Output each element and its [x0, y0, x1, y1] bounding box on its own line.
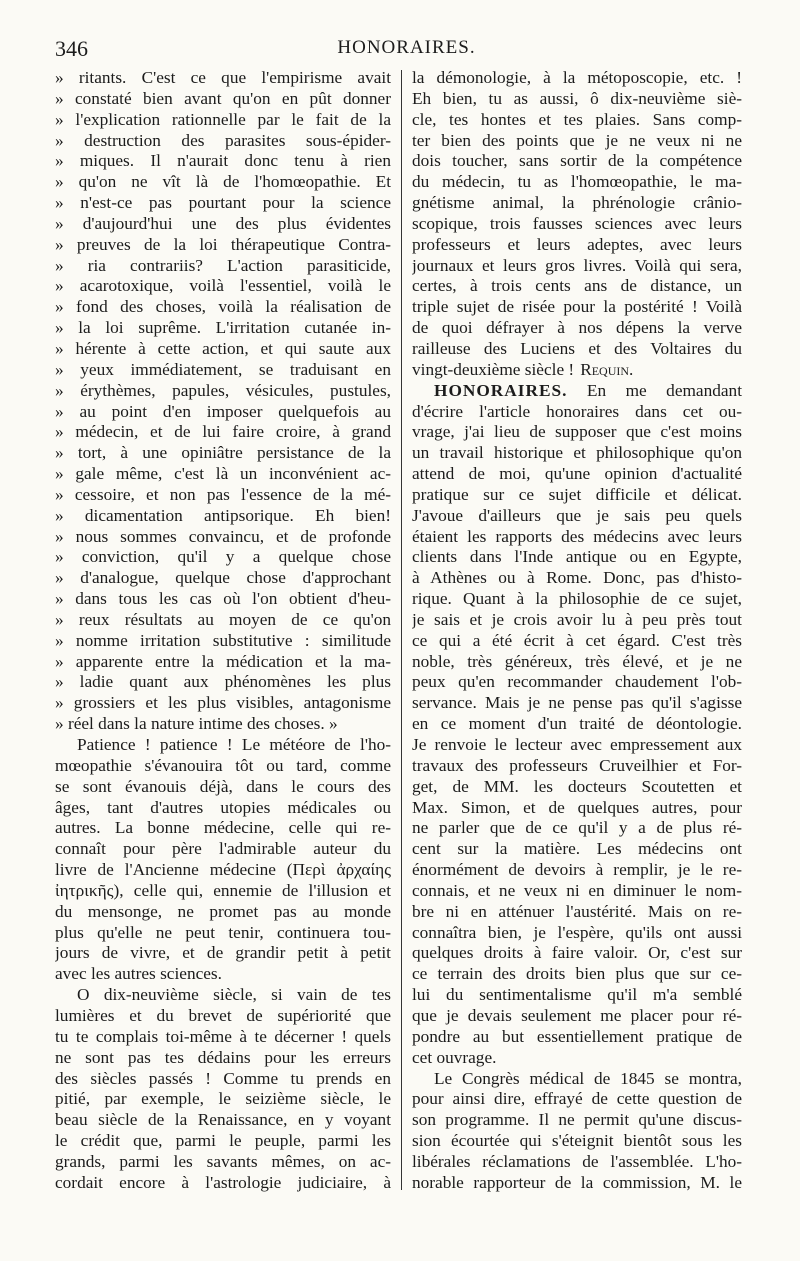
line-text: la démonologie, à la métoposcopie, etc. ! — [412, 68, 742, 87]
line-text: dois toucher, sans sortir de la compétence — [412, 151, 742, 171]
text-line — [55, 110, 391, 131]
line-text: lumières et du brevet de supériorité que — [55, 1005, 391, 1025]
text-line — [412, 1048, 742, 1069]
line-text: âges, tant d'autres utopies médicales ou — [55, 797, 391, 817]
text-line — [412, 527, 742, 548]
line-text: ce terrain des droits bien plus que sur ce- — [412, 964, 742, 984]
text-line — [412, 568, 742, 589]
text-line — [412, 151, 742, 172]
text-line — [55, 1048, 391, 1069]
text-line — [412, 464, 742, 485]
text-line — [55, 672, 391, 693]
line-text: noble, très généreux, très élevé, et je ne — [412, 651, 742, 671]
text-line — [55, 339, 391, 360]
line-text: » nous sommes convaincu, et de profonde — [55, 526, 391, 546]
line-text: vingt-deuxième siècle ! — [412, 359, 575, 379]
text-line — [412, 735, 742, 756]
text-line — [412, 1089, 742, 1110]
text-line — [412, 839, 742, 860]
text-line — [55, 902, 391, 923]
line-text: à Athènes ou à Rome. Donc, pas d'histo- — [412, 568, 742, 588]
column-divider — [401, 70, 402, 1190]
line-text: clients dans l'Inde antique ou en Egypte, — [412, 547, 742, 567]
text-line — [55, 1006, 391, 1027]
line-text: livre de l'Ancienne médecine (Περὶ ἀρχαίης — [55, 860, 391, 880]
text-line — [55, 214, 391, 235]
text-line — [412, 547, 742, 568]
text-line — [412, 610, 742, 631]
text-line — [55, 443, 391, 464]
text-line — [55, 589, 391, 610]
line-text: » cessoire, et non pas l'essence de la mé- — [55, 484, 391, 504]
line-text: » la loi suprême. L'irritation cutanée in- — [55, 318, 391, 338]
line-text: » dicamentation antipsorique. Eh bien! — [55, 505, 391, 525]
text-line — [55, 402, 391, 423]
line-text: » ladie quant aux phénomènes les plus — [55, 672, 391, 692]
line-text: cent sur la matière. Les médecins ont — [412, 839, 742, 859]
text-line — [55, 818, 391, 839]
text-line — [412, 714, 742, 735]
line-text: sion écourtée qui s'éteignit bientôt sous les — [412, 1131, 742, 1151]
line-text: » n'est-ce pas pourtant pour la science — [55, 193, 391, 213]
text-line — [412, 485, 742, 506]
line-text: vrage, j'ai lieu de supposer que c'est moins — [412, 422, 742, 442]
text-line — [55, 297, 391, 318]
text-line — [55, 1173, 391, 1194]
line-text: » nomme irritation substitutive : similitude — [55, 630, 391, 650]
line-text: » l'explication rationnelle par le fait de la — [55, 109, 391, 129]
text-line — [412, 1131, 742, 1152]
line-text: pratique sur ce sujet difficile et délicat. — [412, 484, 742, 504]
line-text: d'écrire l'article honoraires dans cet ou- — [412, 401, 742, 421]
text-line — [412, 1110, 742, 1131]
text-line — [55, 1110, 391, 1131]
line-text: des siècles passés ! Comme tu prends en — [55, 1068, 391, 1088]
text-line — [412, 943, 742, 964]
line-text: cordait encore à l'astrologie judiciaire, à — [55, 1172, 391, 1192]
text-line — [55, 798, 391, 819]
text-line — [412, 923, 742, 944]
page-number: 346 — [55, 36, 88, 61]
line-text: ce qui a été écrit à cet égard. C'est très — [412, 630, 742, 650]
entry-heading: HONORAIRES. — [434, 380, 568, 400]
line-text: journaux et leurs gros livres. Voilà qui sera, — [412, 255, 742, 275]
line-text: jours de vivre, et de grandir petit à petit — [55, 943, 391, 963]
text-line — [412, 798, 742, 819]
text-line — [55, 360, 391, 381]
text-line — [55, 735, 391, 756]
line-text: gnétisme animal, la phrénologie crânio- — [412, 193, 742, 213]
text-line — [412, 756, 742, 777]
text-line — [55, 1027, 391, 1048]
line-text: le crédit que, parmi le peuple, parmi les — [55, 1131, 391, 1151]
line-text: » réel dans la nature intime des choses. » — [55, 714, 338, 734]
line-text: » preuves de la loi thérapeutique Contra- — [55, 234, 391, 254]
line-text: étaient les rapports des médecins avec leurs — [412, 526, 742, 546]
text-line — [55, 131, 391, 152]
text-line — [412, 1069, 742, 1090]
text-line — [412, 985, 742, 1006]
line-text: » miques. Il n'aurait donc tenu à rien — [55, 151, 391, 171]
line-text: énormément de devoirs à remplir, je le re- — [412, 860, 742, 880]
line-text: de quoi défrayer à nos dépens la verve — [412, 318, 742, 338]
line-text: » dans tous les cas où l'on obtient d'heu- — [55, 589, 391, 609]
text-line — [412, 110, 742, 131]
line-text: se sont évanouis déjà, dans le cours des — [55, 776, 391, 796]
line-text: » d'analogue, quelque chose d'approchant — [55, 568, 391, 588]
line-text: connais, et ne veux ni en diminuer le nom- — [412, 880, 742, 900]
text-line — [412, 672, 742, 693]
line-text: connaît pour père l'admirable auteur du — [55, 839, 391, 859]
line-text: servance. Mais je ne pense pas qu'il s'agisse — [412, 693, 742, 713]
text-line — [412, 193, 742, 214]
line-text: norable rapporteur de la commission, M. le — [412, 1172, 742, 1192]
text-line — [412, 276, 742, 297]
text-line — [55, 568, 391, 589]
text-line — [55, 652, 391, 673]
line-text: » hérente à cette action, et qui saute aux — [55, 338, 391, 358]
text-line — [412, 402, 742, 423]
running-title: HONORAIRES. — [337, 37, 476, 58]
line-text: mœopathie s'évanouira tôt ou tard, comme — [55, 755, 391, 775]
line-text: rique. Quant à la philosophie de ce sujet, — [412, 589, 742, 609]
line-text: je sais et je crois avoir lu à peu près tout — [412, 609, 742, 629]
right-column — [412, 68, 742, 1194]
line-text: » yeux immédiatement, se traduisant en — [55, 359, 391, 379]
text-line — [55, 860, 391, 881]
line-text: connaîtra bien, je l'espère, qu'ils ont aussi — [412, 922, 742, 942]
line-text: beau siècle de la Renaissance, en y voyant — [55, 1110, 391, 1130]
text-line — [55, 610, 391, 631]
text-line — [55, 1152, 391, 1173]
text-line — [412, 589, 742, 610]
line-text: » acarotoxique, voilà l'essentiel, voilà le — [55, 276, 391, 296]
line-text: libérales réclamations de l'assemblée. L'ho- — [412, 1151, 742, 1171]
text-line — [412, 68, 742, 89]
text-line — [55, 464, 391, 485]
line-text: » qu'on ne vît là de l'homœopathie. Et — [55, 172, 391, 192]
line-text: cle, tes hontes et tes plaies. Sans comp- — [412, 109, 742, 129]
line-text: un travail historique et philosophique qu'on — [412, 443, 742, 463]
text-line — [55, 923, 391, 944]
line-text: » grossiers et les plus visibles, antagonisme — [55, 693, 391, 713]
line-text: » médecin, et de lui faire croire, à grand — [55, 422, 391, 442]
line-text: quelques droits à faire valoir. Or, c'est sur — [412, 943, 742, 963]
line-text: peux qu'en recommander chaudement l'ob- — [412, 672, 742, 692]
text-line — [55, 777, 391, 798]
text-line — [55, 693, 391, 714]
text-line — [55, 985, 391, 1006]
line-text: Je renvoie le lecteur avec empressement aux — [412, 735, 742, 754]
text-line — [55, 235, 391, 256]
line-text: pitié, par exemple, le seizième siècle, le — [55, 1089, 391, 1109]
text-line — [412, 902, 742, 923]
text-line — [412, 1006, 742, 1027]
line-text: » érythèmes, papules, vésicules, pustules, — [55, 380, 391, 400]
text-line — [55, 506, 391, 527]
text-line — [55, 381, 391, 402]
line-text: du mensonge, ne promet pas au monde — [55, 901, 391, 921]
text-line — [412, 818, 742, 839]
text-line — [55, 1131, 391, 1152]
text-line — [412, 297, 742, 318]
text-line — [55, 756, 391, 777]
line-text: ἰητρικῆς), celle qui, ennemie de l'illusion et — [55, 880, 391, 900]
text-line — [412, 1152, 742, 1173]
text-line — [55, 151, 391, 172]
text-line — [412, 89, 742, 110]
text-line — [412, 339, 742, 360]
text-line — [55, 547, 391, 568]
text-line — [412, 777, 742, 798]
text-line — [55, 256, 391, 277]
text-line — [412, 214, 742, 235]
line-text: lui du sentimentalisme qu'il m'a semblé — [412, 985, 742, 1005]
line-text: Patience ! patience ! Le météore de l'ho- — [77, 735, 391, 754]
text-line — [412, 964, 742, 985]
page-header — [55, 36, 758, 66]
text-line — [412, 693, 742, 714]
text-line — [55, 943, 391, 964]
text-line — [55, 422, 391, 443]
line-text: certes, à trois cents ans de distance, un — [412, 276, 742, 296]
line-text: tu te complais toi-même à te décerner ! quels — [55, 1026, 391, 1046]
text-line — [55, 318, 391, 339]
line-text: plus qu'elle ne peut tenir, continuera tou- — [55, 922, 391, 942]
line-text: En me demandant — [567, 380, 742, 400]
line-text: J'avoue d'ailleurs que je sais peu quels — [412, 505, 742, 525]
line-text: avec les autres sciences. — [55, 964, 222, 984]
text-line — [55, 89, 391, 110]
line-text: grands, parmi les savants mêmes, on ac- — [55, 1151, 391, 1171]
line-text: pour ainsi dire, effrayé de cette question de — [412, 1089, 742, 1109]
line-text: » reux résultats au moyen de ce qu'on — [55, 609, 391, 629]
line-text: O dix-neuvième siècle, si vain de tes — [77, 985, 391, 1005]
line-text: ter bien des points que je ne veux ni ne — [412, 130, 742, 150]
line-text: » tort, à une opiniâtre persistance de la — [55, 443, 391, 463]
text-line — [55, 485, 391, 506]
text-line — [55, 714, 391, 735]
line-text: » apparente entre la médication et la ma- — [55, 651, 391, 671]
line-text: pondre au but essentiellement pratique de — [412, 1026, 742, 1046]
line-text: railleuse des Luciens et des Voltaires du — [412, 338, 742, 358]
line-text: » gale même, c'est là un inconvénient ac- — [55, 464, 391, 484]
line-text: Max. Simon, et de quelques autres, pour — [412, 797, 742, 817]
line-text: du médecin, tu as l'homœopathie, le ma- — [412, 172, 742, 192]
line-text: » au point d'en imposer quelquefois au — [55, 401, 391, 421]
line-text: » ritants. C'est ce que l'empirisme avait — [55, 68, 391, 87]
text-line — [55, 527, 391, 548]
text-line — [55, 68, 391, 89]
text-line — [412, 860, 742, 881]
line-text: ne parler que de ce qu'il y a de plus ré- — [412, 818, 742, 838]
text-line — [412, 381, 742, 402]
line-text: scopique, trois fausses sciences avec leurs — [412, 213, 742, 233]
line-text: Eh bien, tu as aussi, ô dix-neuvième siè- — [412, 88, 742, 108]
line-text: que je devais seulement me placer pour ré- — [412, 1005, 742, 1025]
text-line — [412, 443, 742, 464]
line-text: » fond des choses, voilà la réalisation de — [55, 297, 391, 317]
line-text: cet ouvrage. — [412, 1047, 497, 1067]
text-line — [55, 193, 391, 214]
text-line — [412, 360, 742, 381]
text-line — [55, 881, 391, 902]
line-text: son programme. Il ne permit qu'une discus- — [412, 1110, 742, 1130]
line-text: get, de MM. les docteurs Scoutetten et — [412, 776, 742, 796]
text-line — [412, 422, 742, 443]
text-line — [55, 964, 391, 985]
text-line — [412, 131, 742, 152]
left-column — [55, 68, 391, 1194]
text-line — [412, 256, 742, 277]
line-text: triple sujet de risée pour la postérité ! Voilà — [412, 297, 742, 317]
text-line — [412, 506, 742, 527]
line-text: attend de moi, qu'une opinion d'actualité — [412, 464, 742, 484]
text-line — [55, 276, 391, 297]
line-text: professeurs et leurs adeptes, avec leurs — [412, 234, 742, 254]
author-signature: Requin. — [580, 359, 634, 379]
text-line — [55, 631, 391, 652]
line-text: » constaté bien avant qu'on en pût donner — [55, 88, 391, 108]
line-text: » d'aujourd'hui une des plus évidentes — [55, 213, 391, 233]
text-line — [412, 172, 742, 193]
line-text: travaux des professeurs Cruveilhier et For- — [412, 755, 742, 775]
line-text: Le Congrès médical de 1845 se montra, — [434, 1068, 742, 1088]
text-line — [412, 881, 742, 902]
line-text: ne sont pas tes dédains pour les erreurs — [55, 1047, 391, 1067]
text-line — [55, 1089, 391, 1110]
text-line — [412, 1027, 742, 1048]
line-text: en ce moment d'un traité de déontologie. — [412, 714, 742, 734]
line-text: » ria contrariis? L'action parasiticide, — [55, 255, 391, 275]
line-text: bre ni en atténuer l'austérité. Mais on re- — [412, 901, 742, 921]
text-line — [55, 172, 391, 193]
line-text: autres. La bonne médecine, celle qui re- — [55, 818, 391, 838]
text-line — [55, 839, 391, 860]
text-line — [55, 1069, 391, 1090]
text-line — [412, 318, 742, 339]
line-text: » destruction des parasites sous-épider- — [55, 130, 391, 150]
text-line — [412, 235, 742, 256]
text-line — [412, 1173, 742, 1194]
line-text: » conviction, qu'il y a quelque chose — [55, 547, 391, 567]
text-line — [412, 652, 742, 673]
text-line — [412, 631, 742, 652]
